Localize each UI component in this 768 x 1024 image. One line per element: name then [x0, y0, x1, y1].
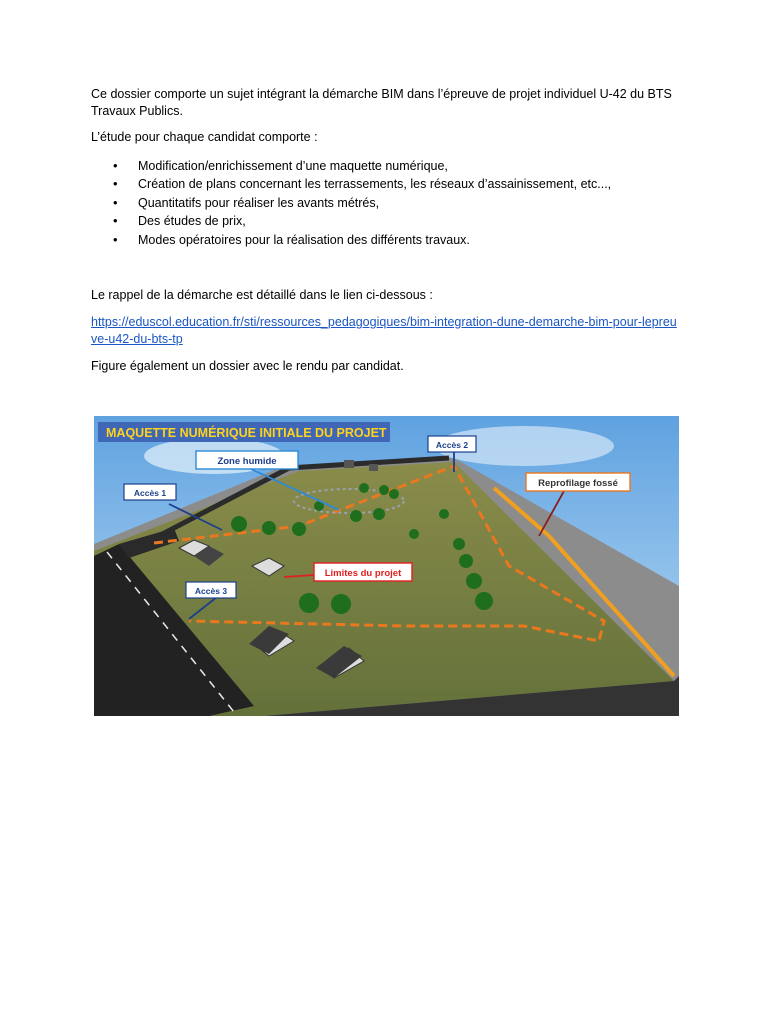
list-item: • Création de plans concernant les terrassements, les réseaux d’assainissement, etc..., — [91, 175, 611, 193]
list-item: • Des études de prix, — [91, 212, 611, 230]
label-acces-2: Accès 2 — [435, 440, 469, 450]
reminder-text: Le rappel de la démarche est détaillé dans le lien ci-dessous : — [91, 288, 433, 302]
list-item: • Modification/enrichissement d’une maquette numérique, — [91, 157, 611, 175]
figure-title: MAQUETTE NUMÉRIQUE INITIALE DU PROJET — [106, 426, 387, 440]
label-acces-3: Accès 3 — [194, 586, 228, 596]
study-heading: L’étude pour chaque candidat comporte : — [91, 130, 318, 144]
label-limites: Limites du projet — [324, 568, 402, 579]
label-reprofilage: Reprofilage fossé — [538, 478, 618, 489]
closing-text: Figure également un dossier avec le rendu par candidat. — [91, 359, 404, 373]
project-model-illustration — [94, 416, 679, 716]
label-zone-humide: Zone humide — [217, 456, 277, 467]
study-list — [91, 157, 611, 249]
label-acces-1: Accès 1 — [133, 488, 167, 498]
list-item: • Modes opératoires pour la réalisation des différents travaux. — [91, 231, 611, 249]
project-model-figure — [94, 416, 679, 716]
eduscol-link[interactable]: https://eduscol.education.fr/sti/ressources_pedagogiques/bim-integration-dune-demarche-bim-pour-lepreuve-u42-du-bts-tp — [91, 315, 677, 346]
list-item: • Quantitatifs pour réaliser les avants métrés, — [91, 194, 611, 212]
intro-paragraph: Ce dossier comporte un sujet intégrant la démarche BIM dans l’épreuve de projet individuel U-42 du BTS Travaux Publics. — [91, 87, 672, 118]
